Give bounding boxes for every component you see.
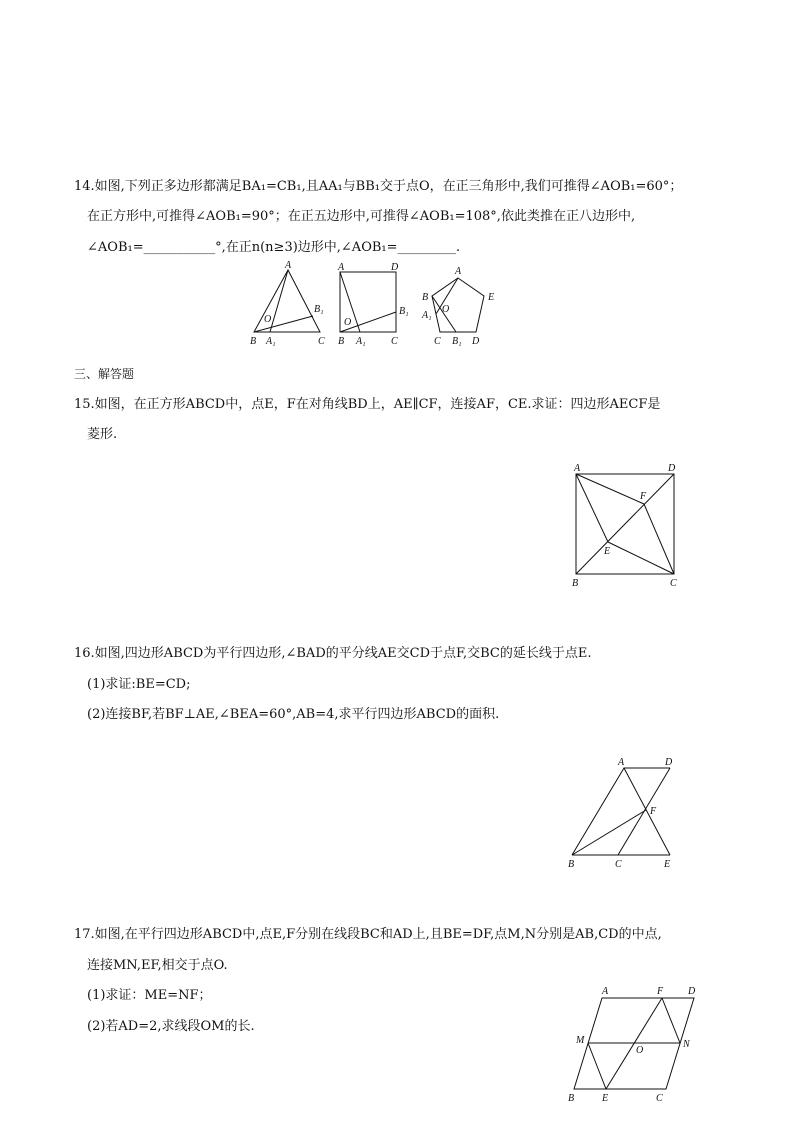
q17-label-e: E xyxy=(602,1093,609,1104)
q17-label-a: A xyxy=(602,986,609,997)
q17-label-n: N xyxy=(683,1039,690,1050)
q14-figure-triangle xyxy=(250,262,330,346)
q15-label-f: F xyxy=(640,491,647,502)
q14-pent-label-c: C xyxy=(434,336,441,347)
q14-sq-label-c: C xyxy=(391,336,398,347)
q17-label-f: F xyxy=(657,986,664,997)
q17-figure xyxy=(562,980,702,1106)
q14-sq-label-o: O xyxy=(344,317,352,328)
q14-figure-pentagon xyxy=(420,262,510,346)
q15-label-c: C xyxy=(670,578,677,589)
q15-line-2: 菱形. xyxy=(87,427,118,442)
q15-figure xyxy=(566,458,696,593)
q17-label-b: B xyxy=(568,1093,575,1104)
q17-line-3: (1)求证：ME=NF； xyxy=(87,988,212,1003)
q16-label-d: D xyxy=(665,757,673,768)
q14-tri-label-b: B xyxy=(250,336,257,347)
q15-label-b: B xyxy=(572,578,579,589)
q16-label-c: C xyxy=(615,859,622,870)
q17-label-m: M xyxy=(576,1035,585,1046)
q14-pent-label-a1: A₁ xyxy=(422,310,432,321)
q14-sq-label-d: D xyxy=(391,262,399,273)
q14-sq-label-a: A xyxy=(338,262,345,273)
q15-label-d: D xyxy=(668,463,676,474)
q14-line-3: ∠AOB₁=___________°,在正n(n≥3)边形中,∠AOB₁=_________. xyxy=(87,240,461,255)
q14-figure-square xyxy=(336,262,416,346)
q17-line-1: 17.如图,在平行四边形ABCD中,点E,F分别在线段BC和AD上,且BE=DF,点M,N分别是AB,CD的中点, xyxy=(74,927,662,942)
q14-tri-label-o: O xyxy=(264,314,272,325)
q15-label-a: A xyxy=(574,463,581,474)
q14-sq-label-b1: B₁ xyxy=(399,306,409,317)
q15-line-1: 15.如图，在正方形ABCD中，点E，F在对角线BD上，AE∥CF，连接AF，CE.求证：四边形AECF是 xyxy=(74,397,661,412)
q15-label-e: E xyxy=(604,546,611,557)
q17-label-o: O xyxy=(636,1045,644,1056)
q14-tri-label-b1: B₁ xyxy=(314,304,324,315)
q16-label-f: F xyxy=(650,806,657,817)
q14-line-1: 14.如图,下列正多边形都满足BA₁=CB₁,且AA₁与BB₁交于点O，在正三角形中,我们可推得∠AOB₁=60°； xyxy=(74,179,683,194)
q17-line-4: (2)若AD=2,求线段OM的长. xyxy=(87,1019,255,1034)
q16-line-3: (2)连接BF,若BF⊥AE,∠BEA=60°,AB=4,求平行四边形ABCD的面积. xyxy=(87,707,500,722)
q16-line-2: (1)求证:BE=CD; xyxy=(87,677,191,692)
q14-sq-label-a1: A₁ xyxy=(356,336,366,347)
q17-label-c: C xyxy=(656,1093,663,1104)
q16-label-b: B xyxy=(568,859,575,870)
q14-pent-label-o: O xyxy=(442,304,450,315)
q14-tri-label-a: A xyxy=(285,260,292,271)
q14-pent-label-a: A xyxy=(455,266,462,277)
q14-sq-label-b: B xyxy=(338,336,345,347)
q14-pent-label-b: B xyxy=(422,292,429,303)
q14-pent-label-b1: B₁ xyxy=(452,336,462,347)
section-title: 三、解答题 xyxy=(74,367,135,381)
q14-pent-label-d: D xyxy=(472,336,480,347)
q14-tri-label-c: C xyxy=(318,336,325,347)
q16-figure xyxy=(562,754,682,874)
q17-line-2: 连接MN,EF,相交于点O. xyxy=(87,958,228,973)
q16-line-1: 16.如图,四边形ABCD为平行四边形,∠BAD的平分线AE交CD于点F,交BC的延长线于点E. xyxy=(74,646,592,661)
q17-label-d: D xyxy=(688,986,696,997)
q14-tri-label-a1: A₁ xyxy=(266,336,276,347)
q16-label-e: E xyxy=(664,859,671,870)
q14-pent-label-e: E xyxy=(488,292,495,303)
q16-label-a: A xyxy=(618,757,625,768)
q14-line-2: 在正方形中,可推得∠AOB₁=90°；在正五边形中,可推得∠AOB₁=108°,依此类推在正八边形中, xyxy=(87,209,636,224)
